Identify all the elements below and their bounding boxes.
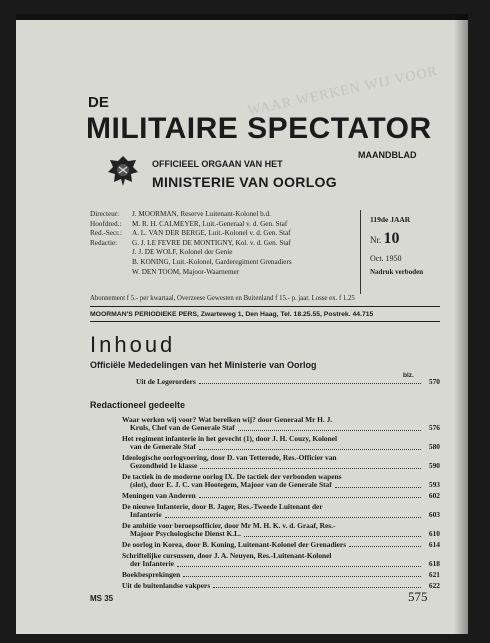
coat-of-arms-icon [106, 154, 140, 188]
toc-entry: Boekbesprekingen 621 [122, 570, 440, 579]
footer-code: MS 35 [90, 594, 114, 603]
top-edge-stripe [16, 14, 468, 20]
document-page [16, 14, 468, 634]
section-title-official: Officiële Mededelingen van het Ministerie van Oorlog [90, 360, 317, 370]
toc-entry: De tactiek in de moderne oorlog IX. De tactiek der verbonden wapens (slot), door E. J. C. van Hootegem, Majoor van de Generale Staf 593 [122, 472, 440, 490]
toc-entry: Ideologische oorlogvoering, door D. van Tetterode, Res.-Officier van Gezondheid 1e klasse 590 [122, 453, 440, 471]
toc-entry: Schriftelijke cursussen, door J. A. Neuyen, Res.-Luitenant-Kolonel der Infanterie 618 [122, 551, 440, 569]
toc-entry: De oorlog in Korea, door B. Koning, Luitenant-Kolonel der Grenadiers 614 [122, 540, 440, 549]
toc-entry: Uit de Legerorders 570 [136, 377, 440, 386]
staff-row: W. DEN TOOM, Majoor-Waarnemer [132, 267, 240, 276]
subscription-line: Abonnement f 5.- per kwartaal, Overzeese Gewesten en Buitenland f 15.- p. jaar. Losse ex. f 1.25 [90, 295, 355, 302]
staff-row: Red.-Secr.: A. L. VAN DER BERGE, Luit.-Kolonel v. d. Gen. Staf [90, 229, 291, 238]
ministry-name: MINISTERIE VAN OORLOG [152, 174, 337, 190]
toc-entry: Uit de buitenlandse vakpers 622 [122, 581, 440, 590]
page-column-header: blz. [403, 372, 414, 379]
publisher-line: MOORMAN'S PERIODIEKE PERS, Zwarteweg 1, Den Haag, Tel. 18.25.55, Postrek. 44.715 [90, 311, 374, 318]
page-number: 575 [408, 589, 428, 604]
divider [90, 306, 440, 307]
staff-row: Directeur: J. MOORMAN, Reserve Luitenant-Kolonel b.d. [90, 210, 271, 218]
reprint-notice: Nadruk verboden [370, 268, 424, 276]
ghost-show-through-text: WAAR WERKEN WIJ VOOR [246, 64, 440, 119]
section-title-editorial: Redactioneel gedeelte [90, 400, 186, 410]
staff-row: J. J. DE WOLF, Kolonel der Genie [132, 248, 233, 257]
issue-info [370, 210, 440, 294]
frequency-label: MAANDBLAD [358, 150, 417, 160]
masthead-title: MILITAIRE SPECTATOR [86, 112, 432, 145]
toc-entry: De nieuwe Infanterie, door B. Jager, Res.-Tweede Luitenant der Infanterie 603 [122, 502, 440, 520]
staff-row: Redactie: G. J. LE FEVRE DE MONTIGNY, Kol. v. d. Gen. Staf [90, 238, 291, 247]
toc-entry: Het regiment infanterie in het gevecht (1), door J. H. Couzy, Kolonel van de Generale Staf 580 [122, 434, 440, 452]
contents-title: Inhoud [90, 332, 176, 357]
toc-entry: De ambitie voor beroepsofficier, door Mr M. H. K. v. d. Graaf, Res.- Majoor Psychologische Dienst K.L. 610 [122, 521, 440, 539]
divider [90, 321, 440, 322]
page-edge-shadow [454, 14, 468, 634]
staff-row: Hoofdred.: M. R. H. CALMEYER, Luit.-Generaal v. d. Gen. Staf [90, 219, 288, 228]
toc-entry: Meningen van Anderen 602 [122, 491, 440, 500]
staff-row: B. KONING, Luit.-Kolonel, Garderegiment Grenadiers [132, 257, 292, 266]
issue-number: Nr. 10 [370, 230, 400, 247]
issue-date: Oct. 1950 [370, 254, 402, 263]
volume-year: 119de JAAR [370, 215, 411, 224]
masthead-de: DE [88, 94, 109, 111]
official-organ-label: OFFICIEEL ORGAAN VAN HET [152, 159, 283, 169]
editorial-staff [90, 210, 361, 294]
toc-entry: Waar werken wij voor? Wat bereiken wij? door Generaal Mr H. J. Kruls, Chef van de Generale Staf 576 [122, 415, 440, 433]
